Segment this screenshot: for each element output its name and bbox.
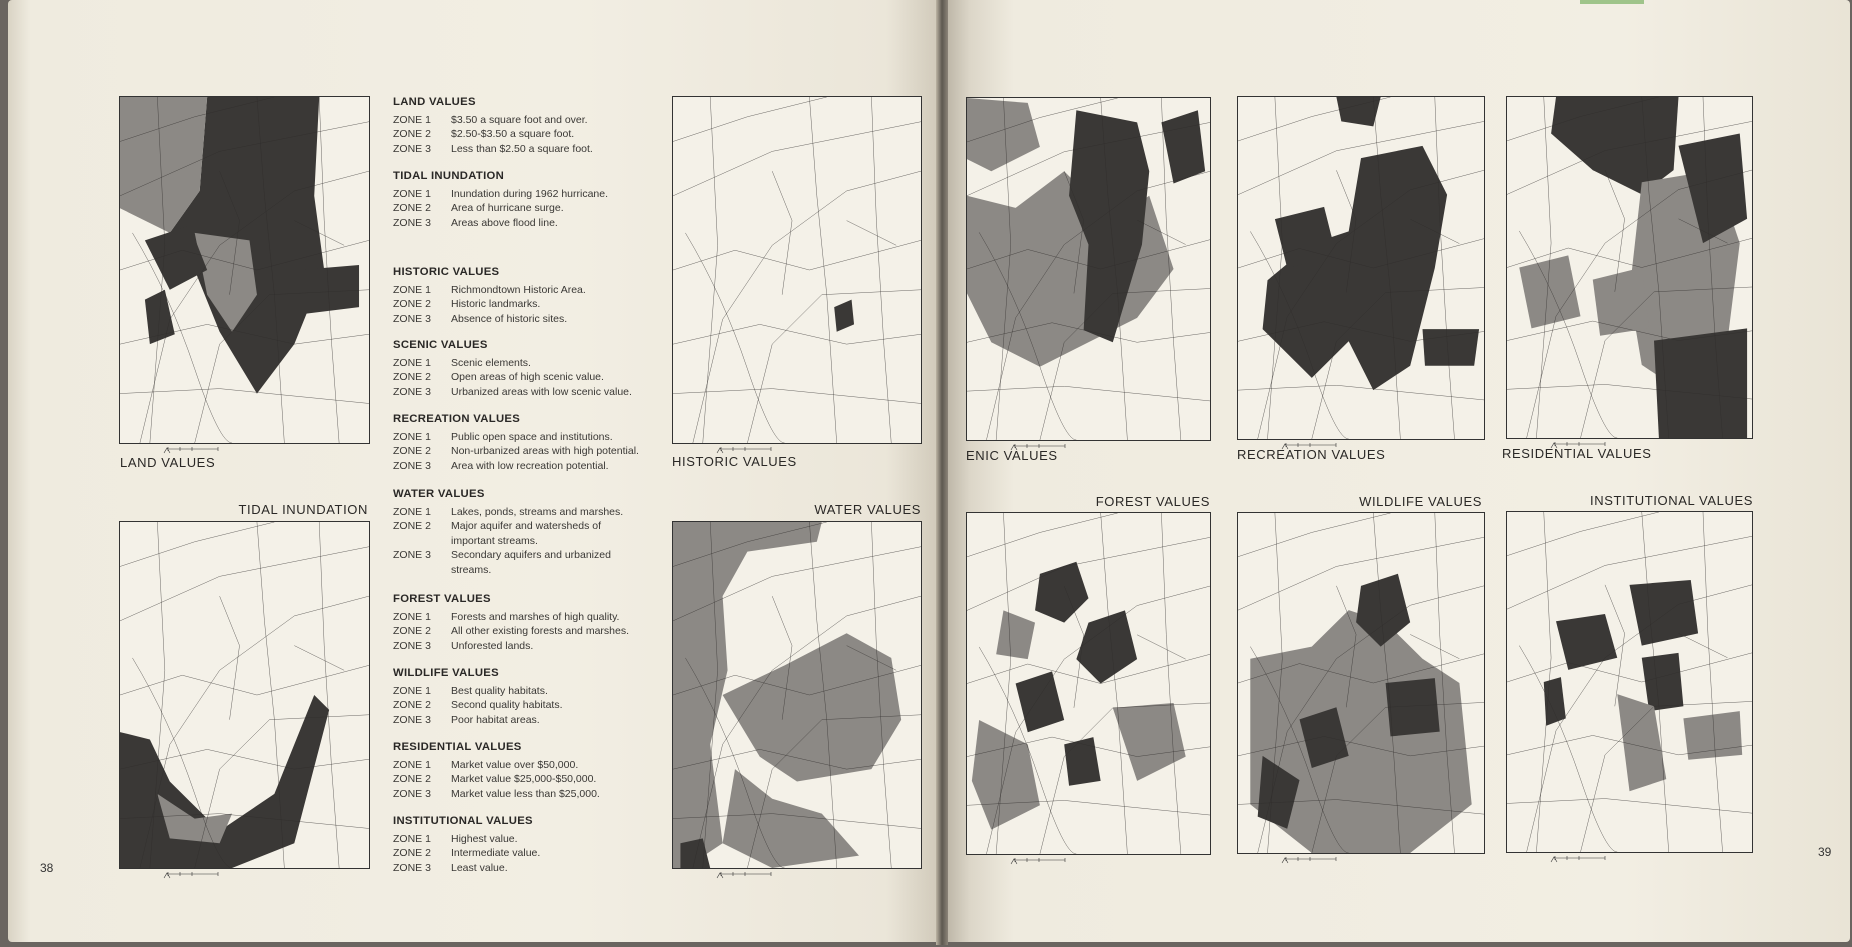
scenic-values-map-title: ENIC VALUES xyxy=(966,448,1058,463)
zone-label: ZONE 2 xyxy=(393,699,431,712)
scale-bar-line xyxy=(717,872,771,878)
legend-row xyxy=(393,519,633,548)
legend-section-recreation xyxy=(393,412,683,473)
zone-area xyxy=(299,265,359,314)
road-line xyxy=(1435,97,1455,439)
scale-bar xyxy=(1507,854,1607,866)
zone-area xyxy=(1683,711,1742,760)
residential-map-drawing xyxy=(1507,97,1752,438)
road-line xyxy=(673,324,921,344)
legend-row xyxy=(393,610,683,625)
zone-area xyxy=(1556,614,1617,670)
legend-row xyxy=(393,846,683,861)
institutional-values-map-title: INSTITUTIONAL VALUES xyxy=(1590,493,1753,508)
zone-area xyxy=(1076,610,1137,683)
legend-section-wildlife xyxy=(393,666,683,727)
historic-map-drawing xyxy=(673,97,921,443)
zone-label: ZONE 1 xyxy=(393,505,431,518)
road-line xyxy=(693,171,921,443)
legend-row xyxy=(393,430,683,445)
zone-description: $2.50-$3.50 a square foot. xyxy=(451,128,575,141)
zone-description: Second quality habitats. xyxy=(451,699,563,712)
zone-description: Market value over $50,000. xyxy=(451,758,579,771)
zone-area xyxy=(1113,703,1186,781)
legend-section-forest xyxy=(393,592,683,653)
legend-section-tidal xyxy=(393,169,683,230)
zone-label: ZONE 2 xyxy=(393,847,431,860)
legend-row xyxy=(393,832,683,847)
road-line xyxy=(1101,513,1128,854)
scale-bar-line xyxy=(164,447,218,453)
road-line xyxy=(967,513,1118,557)
zone-description: Intermediate value. xyxy=(451,847,541,860)
zone-area xyxy=(1016,671,1065,732)
water-values-map-title: WATER VALUES xyxy=(814,502,921,517)
road-line xyxy=(1507,653,1752,682)
zone-description: Public open space and institutions. xyxy=(451,430,613,443)
scale-bar-line xyxy=(1551,856,1605,862)
zone-label: ZONE 3 xyxy=(393,549,431,562)
water-values-map xyxy=(672,521,922,869)
wildlife-values-map xyxy=(1237,512,1485,854)
road-line xyxy=(1238,513,1391,557)
scale-bar xyxy=(967,856,1067,868)
legend-section-institutional xyxy=(393,814,683,875)
zone-area xyxy=(1263,146,1448,390)
legend-row xyxy=(393,861,683,876)
zone-description: Urbanized areas with low scenic value. xyxy=(451,385,632,398)
zone-area xyxy=(723,633,902,781)
recreation-map-drawing xyxy=(1238,97,1484,439)
zone-description: Non-urbanized areas with high potential. xyxy=(451,445,639,458)
zone-description: Lakes, ponds, streams and marshes. xyxy=(451,505,624,518)
road-line xyxy=(967,386,1210,401)
legend-section-title: RESIDENTIAL VALUES xyxy=(393,741,522,753)
zone-description: Market value $25,000-$50,000. xyxy=(451,773,597,786)
legend-row xyxy=(393,505,633,520)
zone-label: ZONE 2 xyxy=(393,371,431,384)
zone-description: Scenic elements. xyxy=(451,356,531,369)
zone-label: ZONE 3 xyxy=(393,713,431,726)
zone-description: Area of hurricane surge. xyxy=(451,202,564,215)
residential-values-map xyxy=(1506,96,1753,439)
zone-description: Poor habitat areas. xyxy=(451,713,540,726)
road-line xyxy=(1703,512,1723,852)
legend-section-water xyxy=(393,487,633,578)
legend-section-title: FOREST VALUES xyxy=(393,593,491,605)
legend-section-title: RECREATION VALUES xyxy=(393,413,521,425)
legend-row xyxy=(393,356,683,371)
zone-label: ZONE 3 xyxy=(393,639,431,652)
tidal-map-drawing xyxy=(120,522,369,868)
zone-description: Secondary aquifers and urbanized streams. xyxy=(451,549,611,576)
road-line xyxy=(847,221,897,246)
zone-label: ZONE 1 xyxy=(393,610,431,623)
zone-label: ZONE 2 xyxy=(393,298,431,311)
legend-row xyxy=(393,684,683,699)
road-line xyxy=(1161,513,1180,854)
legend-row xyxy=(393,216,683,231)
zone-area xyxy=(972,720,1040,830)
zone-label: ZONE 3 xyxy=(393,787,431,800)
legend-row xyxy=(393,127,683,142)
road-line xyxy=(673,240,921,270)
legend-section-land xyxy=(393,95,683,156)
residential-values-map-title: RESIDENTIAL VALUES xyxy=(1502,446,1652,461)
legend-row xyxy=(393,639,683,654)
zone-label: ZONE 2 xyxy=(393,128,431,141)
zone-area xyxy=(1593,268,1649,336)
zone-description: Highest value. xyxy=(451,832,518,845)
scale-bar xyxy=(1238,855,1338,867)
zone-label: ZONE 1 xyxy=(393,356,431,369)
zone-description: Richmondtown Historic Area. xyxy=(451,283,586,296)
zone-area xyxy=(1064,737,1100,786)
zone-label: ZONE 3 xyxy=(393,459,431,472)
zone-label: ZONE 3 xyxy=(393,216,431,229)
scale-bar-line xyxy=(164,872,218,878)
zone-area xyxy=(120,695,329,868)
road-line xyxy=(1268,97,1283,439)
legend-section-title: SCENIC VALUES xyxy=(393,339,488,351)
zone-area xyxy=(1386,678,1440,736)
legend-row xyxy=(393,787,683,802)
zone-description: Areas above flood line. xyxy=(451,216,558,229)
legend-section-residential xyxy=(393,740,683,801)
road-line xyxy=(319,522,339,868)
land-values-map xyxy=(119,96,370,444)
zone-description: Area with low recreation potential. xyxy=(451,459,609,472)
zone-label: ZONE 1 xyxy=(393,758,431,771)
road-line xyxy=(673,122,921,196)
historic-values-map xyxy=(672,96,922,444)
zone-label: ZONE 3 xyxy=(393,861,431,874)
zone-label: ZONE 3 xyxy=(393,142,431,155)
zone-label: ZONE 2 xyxy=(393,520,431,533)
zone-description: Forests and marshes of high quality. xyxy=(451,610,620,623)
zone-label: ZONE 3 xyxy=(393,312,431,325)
legend-row xyxy=(393,385,683,400)
zone-area xyxy=(1544,677,1566,726)
legend-section-title: INSTITUTIONAL VALUES xyxy=(393,815,533,827)
legend-row xyxy=(393,713,683,728)
road-line xyxy=(1679,633,1728,657)
zone-area xyxy=(1035,562,1088,623)
legend-section-title: LAND VALUES xyxy=(393,96,476,108)
zone-area xyxy=(1423,329,1480,366)
forest-map-drawing xyxy=(967,513,1210,854)
zone-area xyxy=(1336,97,1380,126)
water-map-drawing xyxy=(673,522,921,868)
zone-area xyxy=(145,290,175,344)
forest-values-map-title: FOREST VALUES xyxy=(1095,494,1210,509)
zone-label: ZONE 2 xyxy=(393,202,431,215)
legend-row xyxy=(393,548,633,577)
scenic-map-drawing xyxy=(967,98,1210,440)
land-values-map-title: LAND VALUES xyxy=(120,455,216,470)
zone-description: Less than $2.50 a square foot. xyxy=(451,142,593,155)
road-line xyxy=(1137,635,1186,659)
scale-bar xyxy=(120,870,220,882)
legend-row xyxy=(393,624,683,639)
zone-description: Major aquifer and watersheds of important streams. xyxy=(451,520,601,547)
legend-row xyxy=(393,283,683,298)
institutional-map-drawing xyxy=(1507,512,1752,852)
institutional-values-map xyxy=(1506,511,1753,853)
zone-area xyxy=(723,769,859,868)
zone-label: ZONE 1 xyxy=(393,283,431,296)
legend-row xyxy=(393,370,683,385)
page-number-left: 38 xyxy=(40,861,54,875)
zone-label: ZONE 1 xyxy=(393,430,431,443)
zone-area xyxy=(967,98,1040,171)
page-number-right: 39 xyxy=(1818,845,1832,859)
wildlife-values-map-title: WILDLIFE VALUES xyxy=(1359,494,1482,509)
road-line xyxy=(809,97,836,443)
scenic-values-map xyxy=(966,97,1211,441)
legend-row xyxy=(393,772,683,787)
road-line xyxy=(747,290,921,443)
scale-bar xyxy=(673,870,773,882)
legend-row xyxy=(393,113,683,128)
zone-label: ZONE 2 xyxy=(393,445,431,458)
road-line xyxy=(120,389,369,404)
forest-values-map xyxy=(966,512,1211,855)
legend-section-scenic xyxy=(393,338,683,399)
zone-area xyxy=(1630,580,1699,646)
legend-section-title: HISTORIC VALUES xyxy=(393,266,500,278)
zone-label: ZONE 1 xyxy=(393,187,431,200)
road-line xyxy=(120,522,274,566)
legend-row xyxy=(393,444,683,459)
legend-section-title: WILDLIFE VALUES xyxy=(393,667,499,679)
zone-description: Best quality habitats. xyxy=(451,684,548,697)
legend-row xyxy=(393,201,683,216)
road-line xyxy=(967,537,1210,610)
zone-description: Market value less than $25,000. xyxy=(451,787,600,800)
road-line xyxy=(871,97,891,443)
zone-description: Least value. xyxy=(451,861,508,874)
zone-area xyxy=(996,610,1035,659)
legend-section-title: WATER VALUES xyxy=(393,488,485,500)
legend-section-title: TIDAL INUNDATION xyxy=(393,170,505,182)
zone-area xyxy=(1161,110,1205,183)
zone-label: ZONE 1 xyxy=(393,684,431,697)
zone-area xyxy=(1519,255,1580,328)
zone-description: Historic landmarks. xyxy=(451,298,541,311)
scale-bar-line xyxy=(717,447,771,453)
legend-row xyxy=(393,187,683,202)
road-line xyxy=(673,389,921,404)
tidal-inundation-map-title: TIDAL INUNDATION xyxy=(238,502,368,517)
book-gutter xyxy=(936,0,948,945)
legend-row xyxy=(393,459,683,474)
legend-section-historic xyxy=(393,265,683,326)
road-line xyxy=(1238,385,1484,400)
recreation-values-map-title: RECREATION VALUES xyxy=(1237,447,1386,462)
zone-description: All other existing forests and marshes. xyxy=(451,625,629,638)
wildlife-map-drawing xyxy=(1238,513,1484,853)
zone-label: ZONE 3 xyxy=(393,385,431,398)
zone-area xyxy=(834,300,854,332)
recreation-values-map xyxy=(1237,96,1485,440)
road-line xyxy=(1507,512,1659,556)
legend-row xyxy=(393,698,683,713)
legend-row xyxy=(393,297,683,312)
road-line xyxy=(294,646,344,671)
zone-label: ZONE 1 xyxy=(393,113,431,126)
zone-description: Absence of historic sites. xyxy=(451,312,568,325)
zone-label: ZONE 1 xyxy=(393,832,431,845)
scale-bar-line xyxy=(1282,857,1336,863)
zone-description: $3.50 a square foot and over. xyxy=(451,113,588,126)
legend-row xyxy=(393,312,683,327)
zone-label: ZONE 2 xyxy=(393,625,431,638)
legend-row xyxy=(393,142,683,157)
scale-bar-line xyxy=(1011,858,1065,864)
page-tab-mark xyxy=(1580,0,1644,4)
road-line xyxy=(673,97,827,141)
zone-area xyxy=(1642,653,1684,711)
tidal-inundation-map xyxy=(119,521,370,869)
zone-area xyxy=(1654,328,1747,438)
zone-description: Unforested lands. xyxy=(451,639,534,652)
historic-values-map-title: HISTORIC VALUES xyxy=(672,454,797,469)
road-line xyxy=(1507,799,1752,814)
road-line xyxy=(1507,536,1752,609)
road-line xyxy=(703,97,718,443)
zone-label: ZONE 2 xyxy=(393,773,431,786)
land-map-drawing xyxy=(120,97,369,443)
road-line xyxy=(120,665,369,695)
zone-description: Inundation during 1962 hurricane. xyxy=(451,187,609,200)
zone-description: Open areas of high scenic value. xyxy=(451,371,604,384)
legend-row xyxy=(393,758,683,773)
road-line xyxy=(120,547,369,621)
